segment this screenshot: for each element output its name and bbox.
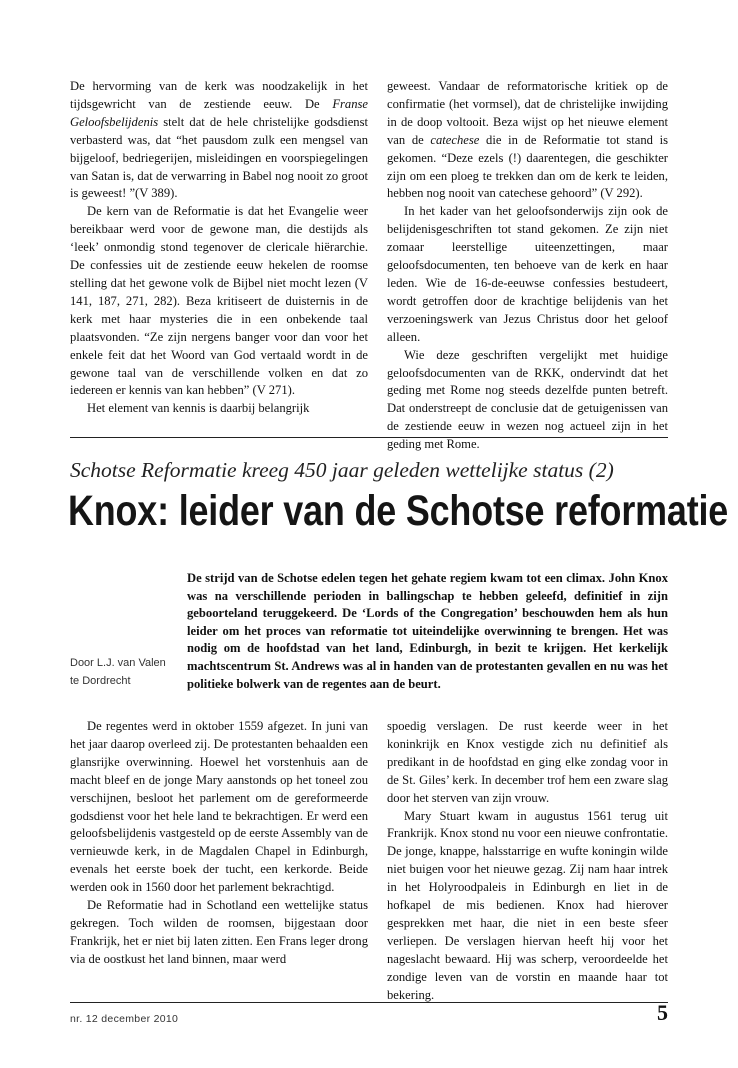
section-divider xyxy=(70,437,668,438)
paragraph: In het kader van het geloofsonderwijs zijn ook de belijdenisgeschriften tot stand gekomen. Ze zijn niet zomaar leerstellige uiteenzettingen, maar geloofsdocumenten, ten behoeve van de kerk en haar leden. Wie de 16-de-eeuwse confessies bestudeert, wordt getroffen door de krachtige belijdenis van het verzoeningswerk van Jezus Christus door het geloof alleen. xyxy=(387,204,668,344)
issue-label: nr. 12 december 2010 xyxy=(70,1013,179,1025)
byline xyxy=(70,655,166,690)
byline-author: Door L.J. van Valen xyxy=(70,657,166,669)
paragraph: De Reformatie had in Schotland een wettelijke status gekregen. Toch wilden de roomsen, bijgestaan door Frankrijk, het er niet bij laten zitten. Een Frans leger drong via de oostkust het land binnen, maar werd xyxy=(70,898,368,966)
paragraph: Het element van kennis is daarbij belangrijk xyxy=(87,401,310,416)
page-number: 5 xyxy=(657,1000,668,1025)
paragraph: De regentes werd in oktober 1559 afgezet. In juni van het jaar daarop overleed zij. De protestanten behaalden een glansrijke overwinning. Hoewel het vorstenhuis aan de macht bleef en de jonge Mary aanstonds op het toneel zou verschijnen, besloot het parlement om de gereformeerde godsdienst voor het hele land te bekrachtigen. Er werd een geloofsbelijdenis vastgesteld op de eerste Assembly van de vernieuwde kerk, in de Magdalen Chapel in Edinburgh, evenals het eerste boek der tucht, een kerkorde. Beide werden ook in 1560 door het parlement bekrachtigd. xyxy=(70,719,368,895)
top-right-column xyxy=(387,78,668,454)
article-headline: Knox: leider van de Schotse reformatie xyxy=(68,487,729,535)
article-lead: De strijd van de Schotse edelen tegen het gehate regiem kwam tot een climax. John Knox was na verschillende perioden in ballingschap te hebben geleefd, definitief in zijn geboorteland teruggekeerd. De ‘Lords of the Congregation’ beschouwden hem als hun leider om het proces van reformatie tot uiteindelijke overwinning te brengen. Het was nodig om de hoofdstad van het land, Edinburgh, in bezit te krijgen. Het kerkelijk machtscentrum St. Andrews was al in handen van de protestanten gevallen en nu was het politieke bolwerk van de regentes aan de beurt. xyxy=(187,571,668,691)
article-body-right-column xyxy=(387,718,668,1005)
paragraph: Mary Stuart kwam in augustus 1561 terug uit Frankrijk. Knox stond nu voor een nieuwe confrontatie. De jonge, knappe, halsstarrige en wufte koningin wilde niet buigen voor het nieuwe gezag. Zij nam haar intrek in het Holyroodpaleis in Edinburgh en liet in de hofkapel de mis bedienen. Knox had hierover gesprekken met haar, die niet in een beste sfeer verliepen. De verslagen hiervan heeft hij voor het nageslacht bewaard. Hij was scherp, veroordeelde het zondige leven van de vorstin en maande haar tot bekering. xyxy=(387,808,668,1002)
paragraph: geweest. Vandaar de reformatorische kritiek op de confirmatie (het vormsel), dat de christelijke inwijding in de doop voltooit. Beza wijst op het nieuwe element van de catechese die in de Reformatie tot stand is gekomen. “Deze ezels (!) daarentegen, die geschikter zijn om een ploeg te trekken dan om de kerk te leiden, hebben nog nooit van catechese gehoord” (V 292). xyxy=(387,79,668,201)
byline-location: te Dordrecht xyxy=(70,674,131,687)
paragraph: Wie deze geschriften vergelijkt met huidige geloofsdocumenten van de RKK, ondervindt dat het geding met Rome nog steeds dezelfde punten betreft. Dat onderstreept de conclusie dat de getuigenissen van de zestiende eeuw in wezen nog actueel zijn in het geding met Rome. xyxy=(387,347,668,452)
footer-divider xyxy=(70,1002,668,1003)
article-kicker: Schotse Reformatie kreeg 450 jaar geleden wettelijke status (2) xyxy=(70,458,614,482)
paragraph: De hervorming van de kerk was noodzakelijk in het tijdsgewricht van de zestiende eeuw. De Franse Geloofsbelijdenis stelt dat de hele christelijke godsdienst verbasterd was, dat “het pausdom zulk een mengsel van bijgeloof, bedriegerijen, misleidingen en voorspiegelingen van Satan is, dat de verwarring in Babel nog nooit zo groot is geweest! ”(V 389). xyxy=(70,79,368,201)
top-left-column xyxy=(70,78,368,418)
paragraph: De kern van de Reformatie is dat het Evangelie weer bereikbaar werd voor de gewone man, die destijds als ‘leek’ onmondig stond tegenover de clericale hiërarchie. De confessies uit de zestiende eeuw hekelen de roomse stelling dat het gewone volk de Bijbel niet mocht lezen (V 141, 187, 271, 282). Beza kritiseert de duisternis in de kerk met haar mysteries die in een onbekende taal plaatsvonden. “Ze zijn nergens banger voor dan voor het enkele feit dat het Woord van God vertaald wordt in de gewone taal van de verschillende volken en dat zo iedereen er kennis van kan hebben” (V 271). xyxy=(70,204,368,398)
paragraph: spoedig verslagen. De rust keerde weer in het koninkrijk en Knox vestigde zich nu definitief als predikant in de hoofdstad en ging elke zondag voor in de St. Giles’ kerk. In december trof hem een zware slag door het sterven van zijn vrouw. xyxy=(387,719,668,805)
article-body-left-column xyxy=(70,718,368,969)
